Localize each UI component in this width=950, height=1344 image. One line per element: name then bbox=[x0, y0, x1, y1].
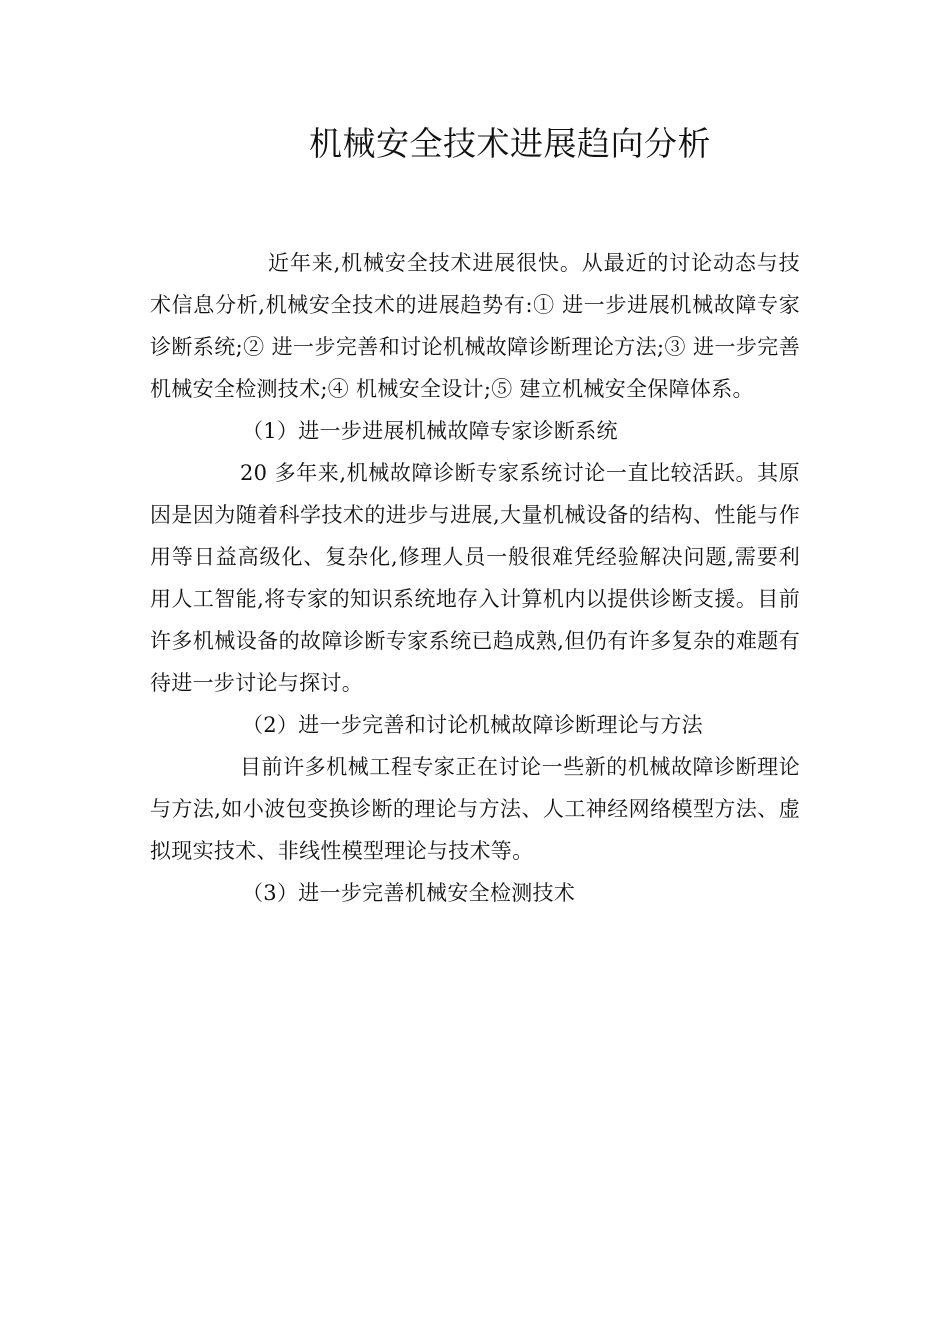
section-2-paragraph: 目前许多机械工程专家正在讨论一些新的机械故障诊断理论与方法,如小波包变换诊断的理论与方法、人工神经网络模型方法、虚拟现实技术、非线性模型理论与技术等。 bbox=[150, 755, 800, 863]
section-heading-2: （2）进一步完善和讨论机械故障诊断理论与方法 bbox=[242, 713, 703, 737]
section-heading-3: （3）进一步完善机械安全检测技术 bbox=[242, 881, 576, 905]
document-body bbox=[150, 242, 800, 914]
intro-paragraph: 近年来,机械安全技术进展很快。从最近的讨论动态与技术信息分析,机械安全技术的进展趋势有:① 进一步进展机械故障专家诊断系统;② 进一步完善和讨论机械故障诊断理论方法;③ 进一步完善机械安全检测技术;④ 机械安全设计;⑤ 建立机械安全保障体系。 bbox=[150, 251, 800, 401]
section-1-paragraph: 20 多年来,机械故障诊断专家系统讨论一直比较活跃。其原因是因为随着科学技术的进步与进展,大量机械设备的结构、性能与作用等日益高级化、复杂化,修理人员一般很难凭经验解决问题,需要利用人工智能,将专家的知识系统地存入计算机内以提供诊断支援。目前许多机械设备的故障诊断专家系统已趋成熟,但仍有许多复杂的难题有待进一步讨论与探讨。 bbox=[150, 461, 800, 695]
document-title: 机械安全技术进展趋向分析 bbox=[309, 124, 711, 163]
section-heading-1: （1）进一步进展机械故障专家诊断系统 bbox=[242, 419, 618, 443]
